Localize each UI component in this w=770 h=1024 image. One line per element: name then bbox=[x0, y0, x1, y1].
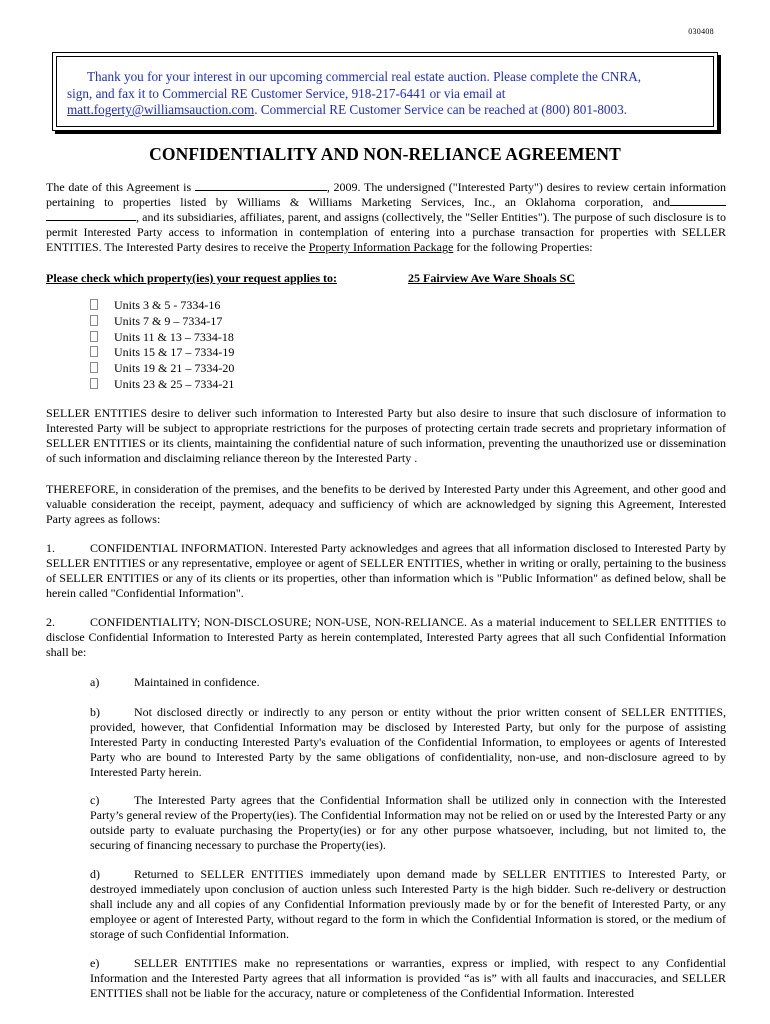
item-c-label: c) bbox=[90, 793, 100, 807]
unit-checkbox[interactable] bbox=[90, 362, 98, 373]
notice-text bbox=[67, 69, 707, 119]
section-1-paragraph bbox=[46, 541, 726, 601]
selected-property-address: 25 Fairview Ave Ware Shoals SC bbox=[408, 271, 576, 285]
seller-name-blank-2[interactable] bbox=[46, 210, 136, 221]
item-d-label: d) bbox=[90, 867, 100, 881]
intro-text-c: , and its subsidiaries, affiliates, parent, and assigns (collectively, the "Seller Entities"). The purpose of such disclosure is to permit Interested Party access to information in contemplation of entering into a purchase transaction for properties with SELLER ENTITIES. The Interested Party desires to receive the bbox=[46, 210, 726, 254]
seller-entities-paragraph: SELLER ENTITIES desire to deliver such information to Interested Party but also desire to insure that such disclosure of information to Interested Party will be subject to appropriate restrictions for the purposes of protecting certain trade secrets and proprietary information of SELLER ENTITIES or its clients, maintaining the confidential nature of such information, preventing the unauthorized use or dissemination of such information and disclaiming reliance thereon by the Interested Party . bbox=[46, 406, 726, 465]
item-e-paragraph bbox=[90, 956, 726, 1001]
item-b-label: b) bbox=[90, 705, 100, 719]
unit-checkbox[interactable] bbox=[90, 299, 98, 310]
unit-item[interactable] bbox=[90, 377, 234, 393]
units-checklist bbox=[90, 298, 234, 393]
notice-box bbox=[52, 52, 718, 131]
notice-line-1: Thank you for your interest in our upcoming commercial real estate auction. Please complete the CNRA, bbox=[87, 69, 642, 84]
unit-item[interactable] bbox=[90, 314, 234, 330]
section-1-text: CONFIDENTIAL INFORMATION. Interested Party acknowledges and agrees that all information disclosed to Interested Party by SELLER ENTITIES or any representative, employee or agent of SELLER ENTITIES, whether in writing or orally, pertaining to the business of SELLER ENTITIES or any of its clients or its properties, other than information which is "Public Information" as defined below, shall be herein called "Confidential Information". bbox=[46, 541, 726, 600]
therefore-paragraph: THEREFORE, in consideration of the premises, and the benefits to be derived by Interested Party under this Agreement, and other good and valuable consideration the receipt, payment, adequacy and sufficiency of which are acknowledged by signing this Agreement, Interested Party agrees as follows: bbox=[46, 482, 726, 526]
section-1-number: 1. bbox=[46, 541, 55, 555]
section-2-number: 2. bbox=[46, 615, 55, 629]
agreement-date-blank[interactable] bbox=[195, 180, 327, 191]
property-selection-line bbox=[46, 271, 576, 286]
intro-text-a: The date of this Agreement is bbox=[46, 180, 192, 194]
item-a-paragraph bbox=[90, 675, 726, 690]
unit-label: Units 11 & 13 – 7334-18 bbox=[114, 329, 234, 344]
unit-label: Units 23 & 25 – 7334-21 bbox=[114, 376, 235, 391]
notice-email-link[interactable]: matt.fogerty@williamsauction.com bbox=[67, 102, 255, 117]
unit-checkbox[interactable] bbox=[90, 346, 98, 357]
intro-paragraph bbox=[46, 180, 726, 255]
unit-checkbox[interactable] bbox=[90, 331, 98, 342]
item-b-text: Not disclosed directly or indirectly to any person or entity without the prior written consent of SELLER ENTITIES, provided, however, that Confidential Information may be disclosed by Interested Party, but only for the purpose of assisting Interested Party in conducting Interested Party's evaluation of the Confidential Information, to employees or agents of Interested Party who are bound to Interested Party by the same obligations of confidentiality, non-use, and non-disclosure agreed to by Interested Party herein. bbox=[90, 705, 726, 779]
intro-text-d: for the following Properties: bbox=[456, 240, 593, 254]
item-d-text: Returned to SELLER ENTITIES immediately upon demand made by SELLER ENTITIES to Interested Party, or destroyed immediately upon conclusion of auction unless such Interested Party is the high bidder. Such re-delivery or destruction shall include any and all copies of any Confidential Information previously made by or for the benefit of Interested Party, or any employee or agent of Interested Party, without regard to the form in which the Confidential Information is stored, or the medium of storage of such Confidential Information. bbox=[90, 867, 726, 941]
item-c-paragraph bbox=[90, 793, 726, 853]
section-2-paragraph bbox=[46, 615, 726, 660]
property-selection-prompt: Please check which property(ies) your request applies to: bbox=[46, 271, 337, 285]
document-id: 030408 bbox=[688, 27, 714, 36]
page-title: CONFIDENTIALITY AND NON-RELIANCE AGREEMENT bbox=[149, 144, 621, 164]
notice-line-2: sign, and fax it to Commercial RE Customer Service, 918-217-6441 or via email at bbox=[67, 85, 506, 101]
item-a-text: Maintained in confidence. bbox=[134, 675, 260, 689]
item-d-paragraph bbox=[90, 867, 726, 942]
notice-box-inner bbox=[56, 56, 714, 127]
unit-label: Units 3 & 5 - 7334-16 bbox=[114, 298, 221, 312]
item-c-text: The Interested Party agrees that the Confidential Information shall be utilized only in connection with the Interested Party’s general review of the Property(ies). The Confidential Information may not be relied on or used by the Interested Party or any outside party to evaluate purchasing the Property(ies) or for any other purpose whatsoever, including, but not limited to, the securing of financing necessary to purchase the Property(ies). bbox=[90, 793, 726, 852]
unit-checkbox[interactable] bbox=[90, 315, 98, 326]
section-2-text: CONFIDENTIALITY; NON-DISCLOSURE; NON-USE, NON-RELIANCE. As a material inducement to SELLER ENTITIES to disclose Confidential Information to Interested Party as herein contemplated, Interested Party agrees that all such Confidential Information shall be: bbox=[46, 615, 726, 659]
unit-item[interactable] bbox=[90, 345, 234, 361]
unit-item[interactable] bbox=[90, 330, 234, 346]
notice-line-3: . Commercial RE Customer Service can be reached at (800) 801-8003. bbox=[254, 102, 627, 117]
unit-label: Units 15 & 17 – 7334-19 bbox=[114, 345, 235, 360]
item-a-label: a) bbox=[90, 675, 100, 689]
property-information-package-link: Property Information Package bbox=[308, 240, 454, 254]
unit-label: Units 7 & 9 – 7334-17 bbox=[114, 313, 223, 328]
seller-name-blank-1[interactable] bbox=[670, 195, 726, 206]
item-e-text: SELLER ENTITIES make no representations or warranties, express or implied, with respect to any Confidential Information and the Interested Party agrees that all information is provided “as is” with all faults and inaccuracies, and SELLER ENTITIES shall not be liable for the accuracy, nature or completeness of the Confidential Information. Interested bbox=[90, 956, 726, 1000]
item-b-paragraph bbox=[90, 705, 726, 780]
unit-item[interactable] bbox=[90, 361, 234, 377]
item-e-label: e) bbox=[90, 956, 100, 970]
unit-label: Units 19 & 21 – 7334-20 bbox=[114, 361, 235, 376]
unit-item[interactable] bbox=[90, 298, 234, 314]
intro-text-b: , 2009. The undersigned ("Interested Party") desires to review certain information pertaining to properties listed by Williams & Williams Marketing Services, Inc., an Oklahoma corporation, and bbox=[46, 180, 726, 209]
unit-checkbox[interactable] bbox=[90, 378, 98, 389]
